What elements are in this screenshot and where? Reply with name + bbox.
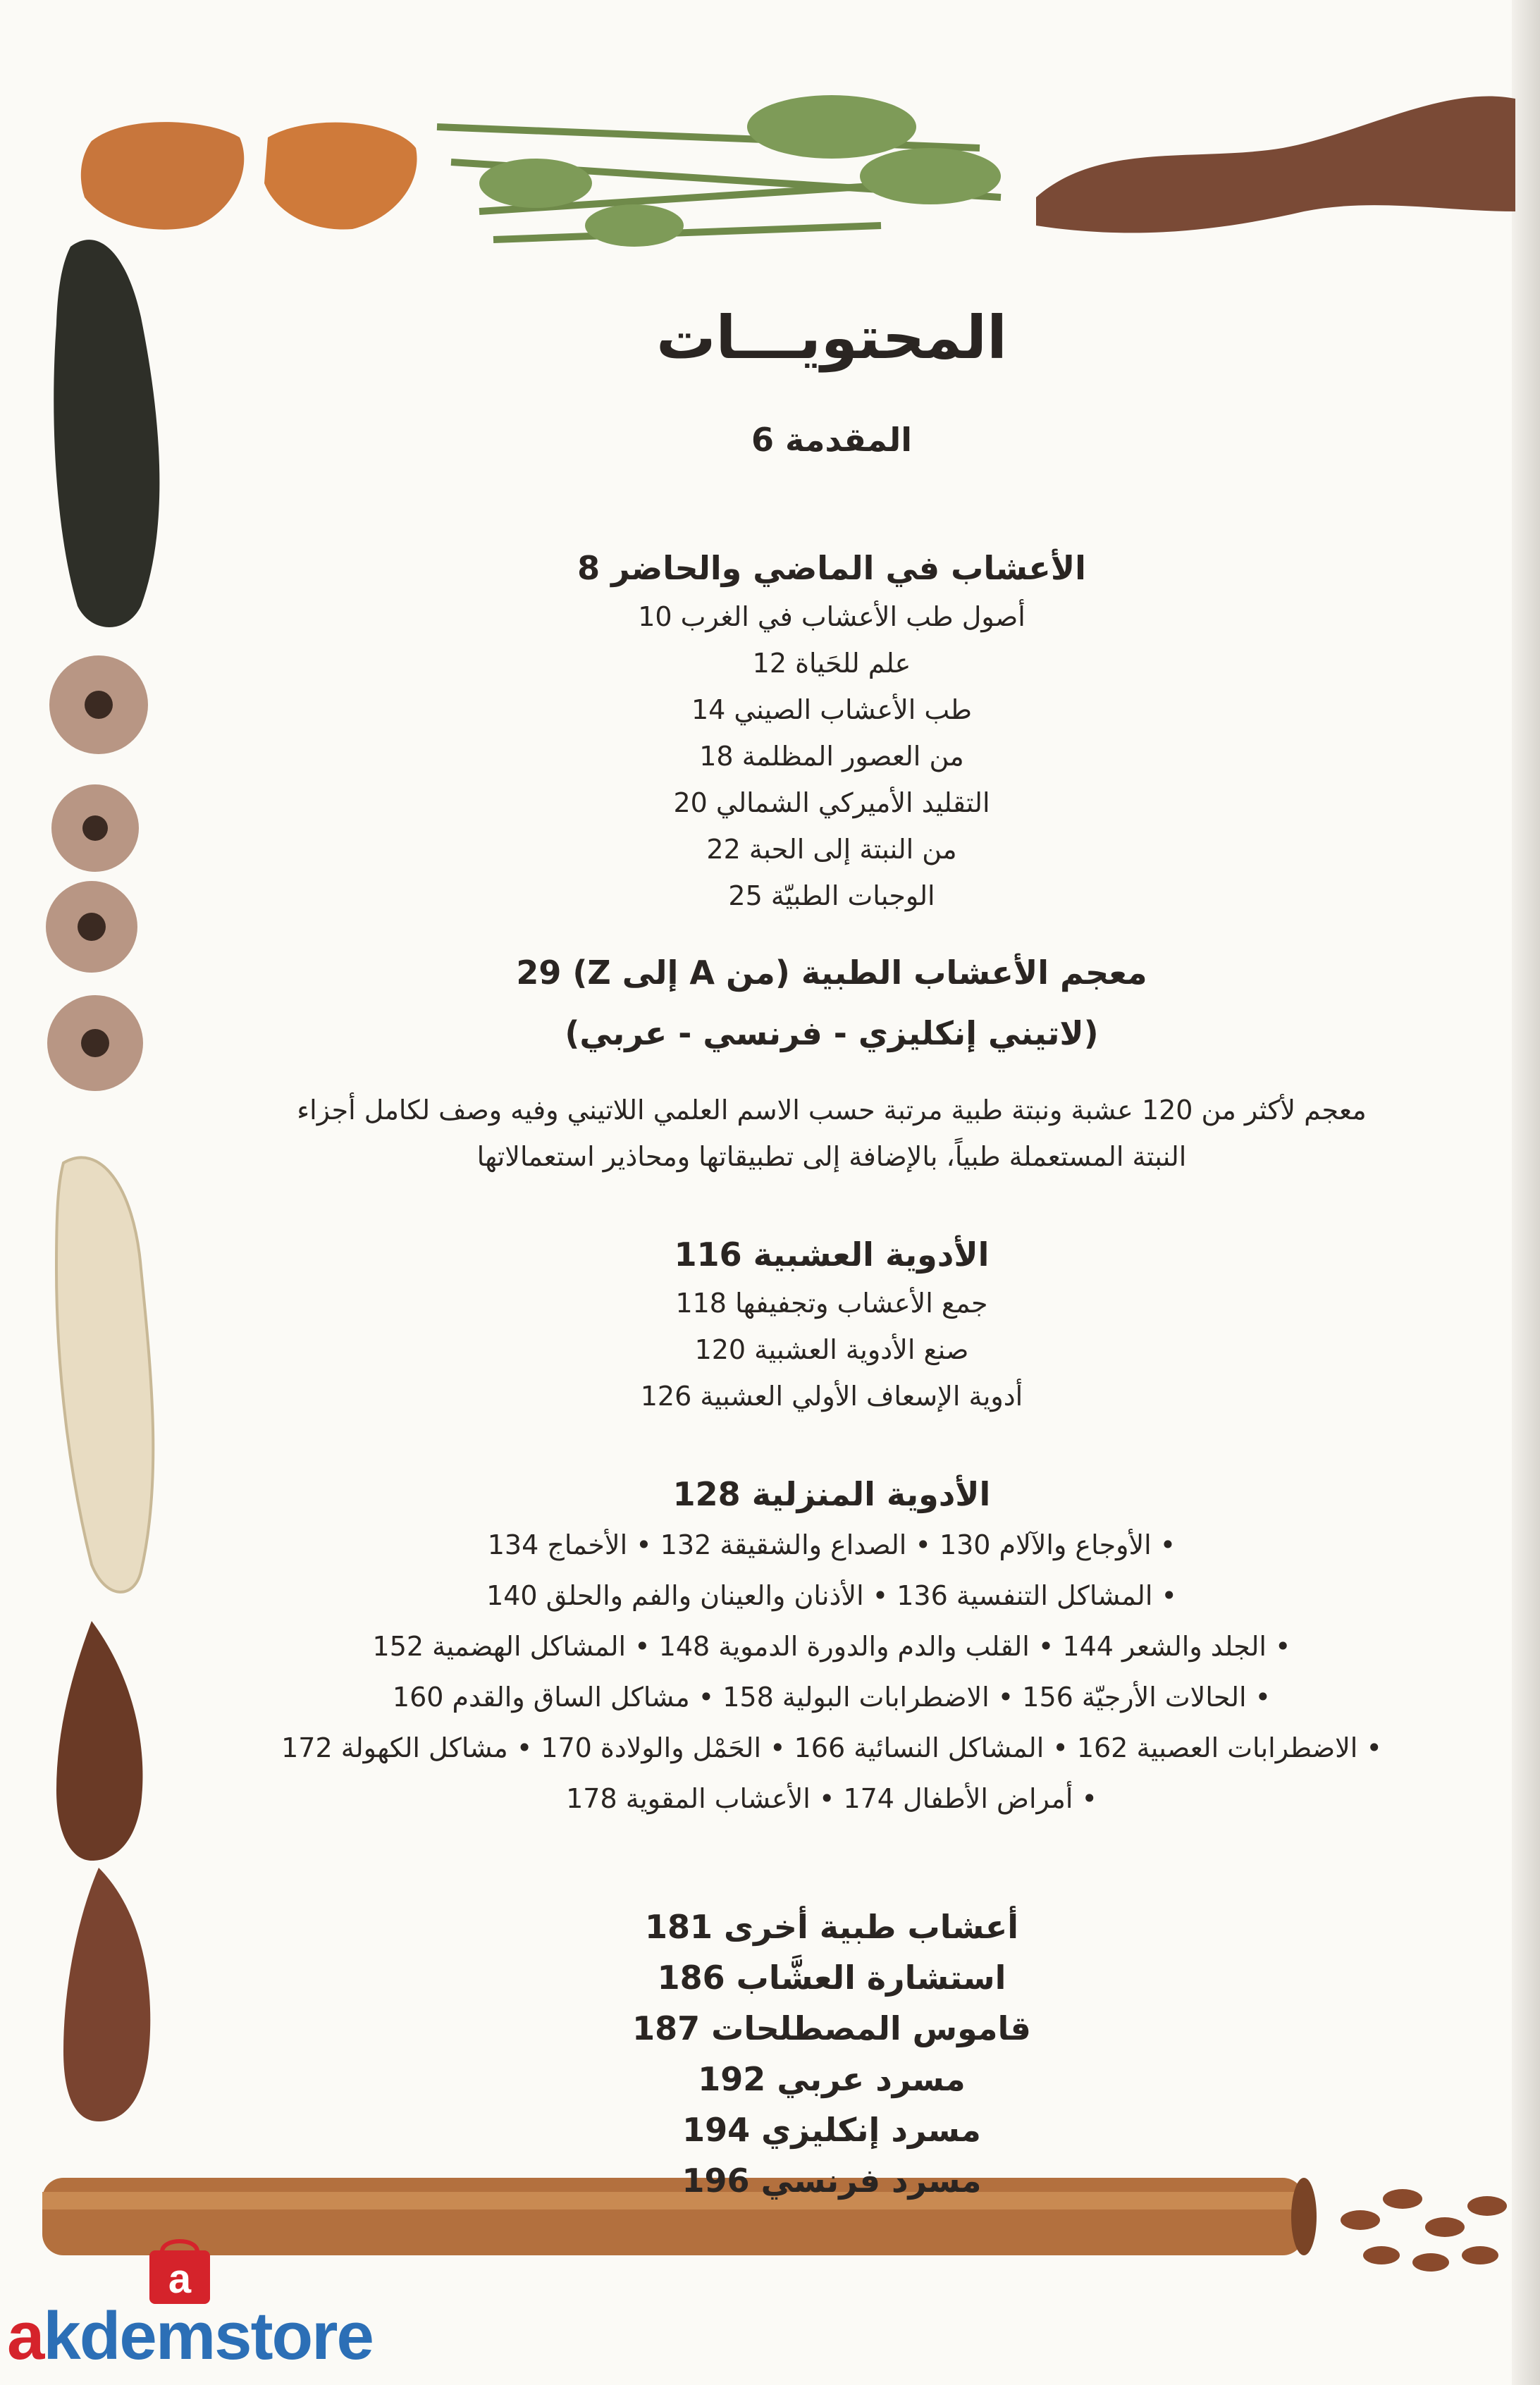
toc-final-entry: مسرد فرنسي 196	[682, 2162, 982, 2200]
pale-root-icon	[56, 1157, 153, 1591]
toc-final-entry: مسرد إنكليزي 194	[682, 2111, 981, 2149]
toc-final-entry: مسرد عربي 192	[698, 2060, 966, 2098]
toc-entry: جمع الأعشاب وتجفيفها 118	[675, 1288, 988, 1319]
logo-letter: a	[168, 2256, 192, 2302]
section-subheading-languages: (لاتيني إنكليزي - فرنسي - عربي)	[565, 1014, 1099, 1052]
section-heading-dictionary: معجم الأعشاب الطبية (من A إلى Z) 29	[516, 954, 1147, 992]
toc-bullet-line: • الأوجاع والآلام 130 • الصداع والشقيقة 132 • الأخماج 134	[487, 1529, 1176, 1560]
section-heading-past-present: الأعشاب في الماضي والحاضر 8	[577, 549, 1086, 587]
brand-rest: kdemstore	[43, 2298, 373, 2374]
toc-entry: التقليد الأميركي الشمالي 20	[673, 787, 990, 818]
shopping-bag-icon	[141, 2231, 218, 2308]
brown-pod-icon	[56, 1621, 142, 1861]
toc-bullet-line: • أمراض الأطفال 174 • الأعشاب المقوية 178	[566, 1783, 1097, 1814]
section-heading-home-remedies: الأدوية المنزلية 128	[672, 1475, 991, 1513]
toc-entry: أدوية الإسعاف الأولي العشبية 126	[640, 1381, 1023, 1412]
dictionary-description-line: معجم لأكثر من 120 عشبة ونبتة طبية مرتبة حسب الاسم العلمي اللاتيني وفيه وصف لكامل أجزاء	[297, 1095, 1367, 1126]
store-watermark	[0, 2231, 395, 2385]
brown-pod-icon-2	[63, 1868, 150, 2121]
green-leaf-icon	[479, 95, 1001, 247]
brand-prefix: a	[7, 2298, 44, 2374]
toc-entry: أصول طب الأعشاب في الغرب 10	[638, 601, 1025, 632]
section-heading-herbal-remedies: الأدوية العشبية 116	[674, 1235, 990, 1274]
toc-bullet-line: • الجلد والشعر 144 • القلب والدم والدورة الدموية 148 • المشاكل الهضمية 152	[372, 1631, 1291, 1662]
table-of-contents	[211, 303, 1452, 2206]
toc-bullet-line: • المشاكل التنفسية 136 • الأذنان والعينان والفم والحلق 140	[486, 1580, 1177, 1611]
toc-entry: الوجبات الطبيّة 25	[728, 880, 935, 911]
toc-bullet-line: • الحالات الأرجيّة 156 • الاضطرابات البولية 158 • مشاكل الساق والقدم 160	[392, 1682, 1271, 1713]
ginseng-slice-icon	[81, 122, 417, 230]
toc-final-entry: استشارة العشَّاب 186	[657, 1959, 1006, 1997]
brand-name	[7, 2298, 373, 2375]
dark-pod-icon	[54, 240, 159, 627]
dictionary-description-line: النبتة المستعملة طبياً، بالإضافة إلى تطبيقاتها ومحاذير استعمالاتها	[476, 1141, 1187, 1172]
toc-entry: طب الأعشاب الصيني 14	[691, 694, 972, 725]
home-remedies-section	[211, 1469, 1452, 1824]
toc-entry: علم للحَياة 12	[752, 648, 911, 679]
intro-entry: المقدمة 6	[751, 421, 912, 459]
page-title: المحتويـــات	[656, 303, 1007, 372]
toc-entry: من النبتة إلى الحبة 22	[706, 834, 957, 865]
toc-final-entry: قاموس المصطلحات 187	[632, 2009, 1031, 2047]
bark-root-icon	[1036, 96, 1515, 233]
toc-entry: من العصور المظلمة 18	[699, 741, 964, 772]
toc-bullet-line: • الاضطرابات العصبية 162 • المشاكل النسائية 166 • الحَمْل والولادة 170 • مشاكل الكهولة 172	[281, 1732, 1382, 1763]
toc-entry: صنع الأدوية العشبية 120	[694, 1334, 969, 1365]
toc-final-entry: أعشاب طبية أخرى 181	[644, 1908, 1019, 1946]
root-slice-icon	[46, 655, 148, 1091]
